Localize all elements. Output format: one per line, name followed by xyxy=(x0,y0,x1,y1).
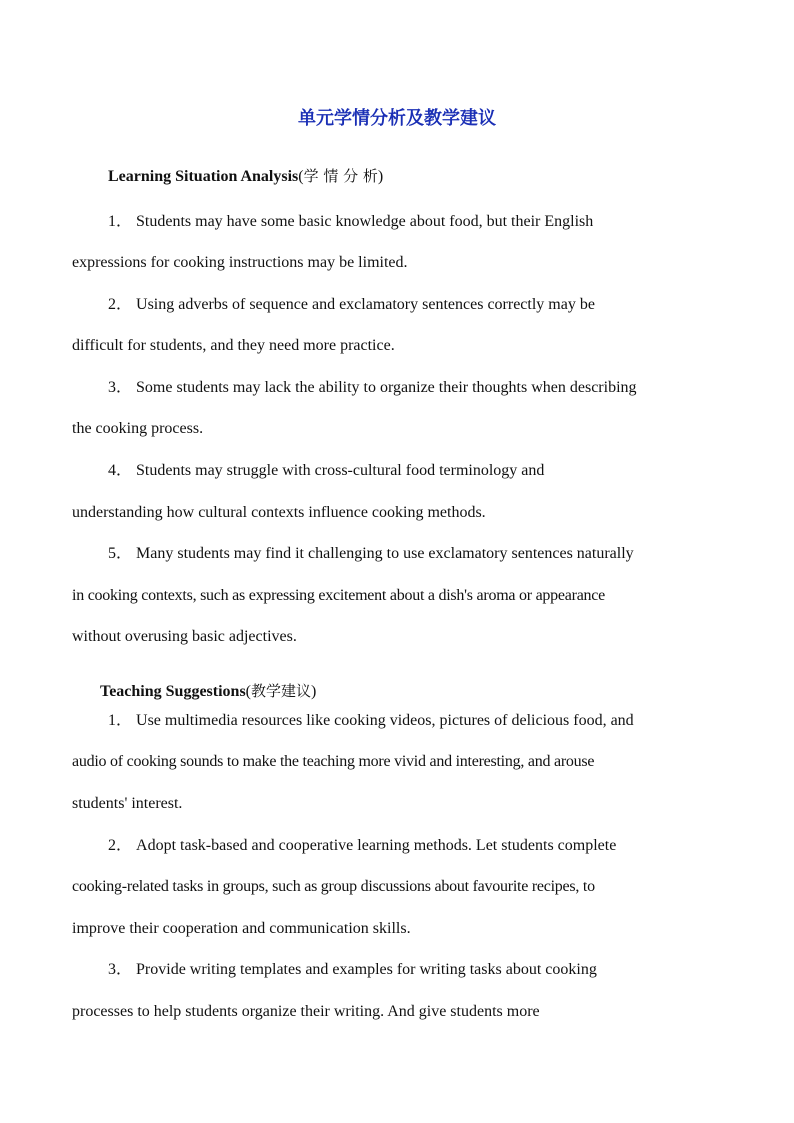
suggestion-item-2-line1 xyxy=(108,836,616,856)
analysis-item-1-text: Students may have some basic knowledge about food, but their English xyxy=(136,213,594,230)
analysis-item-2-number: 2． xyxy=(108,296,133,313)
suggestion-item-1-line3: students' interest. xyxy=(72,795,183,812)
analysis-item-1-line2: expressions for cooking instructions may be limited. xyxy=(72,254,408,271)
analysis-item-2-line2: difficult for students, and they need more practice. xyxy=(72,337,395,354)
analysis-item-3-number: 3． xyxy=(108,379,133,396)
suggestion-item-1-line1 xyxy=(108,711,634,731)
analysis-item-5-line3: without overusing basic adjectives. xyxy=(72,628,297,645)
page-title: 单元学情分析及教学建议 xyxy=(298,108,496,129)
analysis-item-4-line2: understanding how cultural contexts influence cooking methods. xyxy=(72,504,486,521)
suggestions-heading-en: Teaching Suggestions xyxy=(100,683,246,700)
suggestion-item-1-text: Use multimedia resources like cooking videos, pictures of delicious food, and xyxy=(136,712,634,729)
analysis-heading-zh: 学 情 分 析 xyxy=(303,167,378,185)
suggestion-item-3-text: Provide writing templates and examples for writing tasks about cooking xyxy=(136,961,597,978)
analysis-item-5-line2: in cooking contexts, such as expressing excitement about a dish's aroma or appearance xyxy=(72,587,606,604)
analysis-item-3-text: Some students may lack the ability to organize their thoughts when describing xyxy=(136,379,637,396)
analysis-item-3-line1 xyxy=(108,378,637,398)
suggestion-item-1-number: 1． xyxy=(108,712,133,729)
suggestion-item-3-number: 3． xyxy=(108,961,133,978)
analysis-heading: Learning Situation Analysis(学 情 分 析) xyxy=(108,167,384,185)
analysis-item-2-text: Using adverbs of sequence and exclamatory sentences correctly may be xyxy=(136,296,595,313)
analysis-item-4-number: 4． xyxy=(108,462,133,479)
analysis-item-4-text: Students may struggle with cross-cultural food terminology and xyxy=(136,462,545,479)
suggestion-item-3-line2: processes to help students organize their writing. And give students more xyxy=(72,1003,540,1020)
suggestion-item-1-line2: audio of cooking sounds to make the teaching more vivid and interesting, and arouse xyxy=(72,753,595,770)
suggestion-item-2-text: Adopt task-based and cooperative learning methods. Let students complete xyxy=(136,837,617,854)
suggestions-heading: Teaching Suggestions(教学建议) xyxy=(100,682,317,700)
suggestion-item-3-line1 xyxy=(108,960,597,980)
analysis-item-2-line1 xyxy=(108,295,595,315)
analysis-item-5-text: Many students may find it challenging to use exclamatory sentences naturally xyxy=(136,545,634,562)
suggestions-heading-zh: 教学建议 xyxy=(251,682,312,700)
analysis-heading-en: Learning Situation Analysis xyxy=(108,168,299,185)
analysis-item-3-line2: the cooking process. xyxy=(72,420,204,437)
suggestion-item-2-line2: cooking-related tasks in groups, such as group discussions about favourite recipes, to xyxy=(72,878,595,895)
analysis-item-5-number: 5． xyxy=(108,545,133,562)
analysis-item-5-line1 xyxy=(108,544,634,564)
suggestion-item-2-number: 2． xyxy=(108,837,133,854)
analysis-item-4-line1 xyxy=(108,461,544,481)
analysis-item-1-line1 xyxy=(108,212,593,232)
suggestion-item-2-line3: improve their cooperation and communication skills. xyxy=(72,920,411,937)
analysis-item-1-number: 1． xyxy=(108,213,133,230)
